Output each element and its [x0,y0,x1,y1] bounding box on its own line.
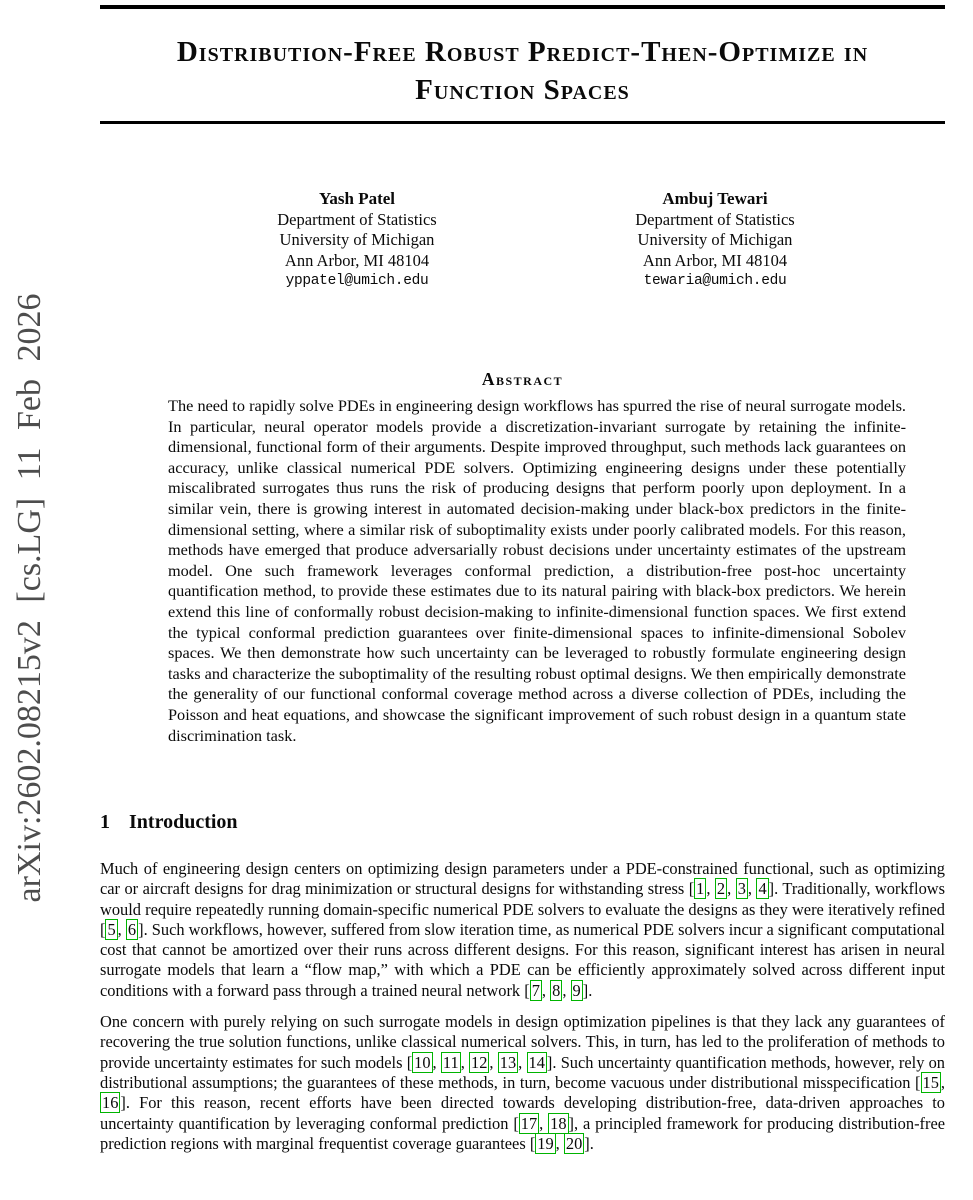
abstract-text: The need to rapidly solve PDEs in engineering design workflows has spurred the rise of neural surrogate models. In particular, neural operator models provide a discretization-invariant surrogate by retaining the infinite-dimensional, functional form of their arguments. Despite improved throughput, such methods lack guarantees on accuracy, unlike classical numerical PDE solvers. Optimizing engineering designs under these potentially miscalibrated surrogates thus runs the risk of producing designs that perform poorly upon deployment. In a similar vein, there is growing interest in automated decision-making under black-box predictors in the finite-dimensional setting, where a similar risk of suboptimality exists under poorly calibrated models. For this reason, methods have emerged that produce adversarially robust decisions under uncertainty estimates of the upstream model. One such framework leverages conformal prediction, a distribution-free post-hoc uncertainty quantification method, to provide these estimates due to its natural pairing with black-box predictors. We herein extend this line of conformally robust decision-making to infinite-dimensional function spaces. We first extend the typical conformal prediction guarantees over finite-dimensional spaces to infinite-dimensional Sobolev spaces. We then demonstrate how such uncertainty can be leveraged to robustly formulate engineering design tasks and characterize the suboptimality of the resulting robust optimal designs. We then empirically demonstrate the generality of our functional conformal coverage method across a diverse collection of PDEs, including the Poisson and heat equations, and showcase the significant improvement of such robust design in a quantum state discrimination task. [168,396,906,745]
citation-link[interactable]: 10 [414,1052,431,1072]
citation-link[interactable]: 1 [696,879,705,899]
author-2-name: Ambuj Tewari [662,189,768,208]
intro-paragraph-1: Much of engineering design centers on optimizing design parameters under a PDE-constrained functional, such as optimizing car or aircraft designs for drag minimization or structural designs for withstanding stress [ 1 , 2 , 3 , 4 ]. Traditionally, workflows would require repeatedly running domain-specific numerical PDE solvers to evaluate the designs as they were iteratively refined [ 5 , 6 ]. Such workflows, however, suffered from slow iteration time, as numerical PDE solvers incur a significant computational cost that cannot be amortized over their runs across different designs. For this reason, significant interest has arisen in neural surrogate models that learn a “flow map,” with which a PDE can be efficiently approximately solved across different input conditions with a forward pass through a trained neural network [ 7 , 8 , 9 ]. [100,859,945,1000]
introduction-body [100,859,945,1154]
citation-link[interactable]: 15 [922,1072,939,1092]
paper-title-line-1: Distribution-Free Robust Predict-Then-Optimize in [176,36,869,68]
author-2-address: Ann Arbor, MI 48104 [642,250,788,270]
section-number: 1 [100,811,110,833]
citation-link[interactable]: 17 [520,1113,538,1133]
citation-link[interactable]: 9 [572,980,581,1000]
intro-paragraph-2: One concern with purely relying on such surrogate models in design optimization pipelines is that they lack any guarantees of recovering the true solution functions, unlike classical numerical solvers. This, in turn, has led to the proliferation of methods to provide uncertainty estimates for such models [ 10 , 11 , 12 , 13 , 14 ]. Such uncertainty quantification methods, however, rely on distributional assumptions; the guarantees of these methods, in turn, become vacuous under distributional misspecification [ 15 , 16 ]. For this reason, recent efforts have been directed towards developing distribution-free, data-driven approaches to uncertainty quantification by leveraging conformal prediction [ 17 , 18 ], a principled framework for producing distribution-free prediction regions with marginal frequentist coverage guarantees [ 19 , 20 ]. [100,1012,946,1153]
citation-link[interactable]: 11 [442,1052,459,1072]
citation-link[interactable]: 20 [565,1133,583,1153]
citation-link[interactable]: 13 [499,1052,517,1072]
citation-link[interactable]: 3 [737,879,746,899]
section-heading-introduction [100,811,238,834]
author-1-university: University of Michigan [279,230,435,249]
citation-link[interactable]: 6 [127,919,137,939]
abstract-heading: Abstract [481,369,564,389]
citation-link[interactable]: 4 [758,879,767,899]
paper-title-line-2: Function Spaces [415,74,630,106]
author-2 [565,189,865,292]
author-1 [207,189,507,292]
top-rule [100,5,945,9]
paper-title [100,33,945,109]
author-1-email: yppatel@umich.edu [285,273,429,289]
arxiv-watermark: arXiv:2602.08215v2 [cs.LG] 11 Feb 2026 [11,293,48,903]
author-2-email: tewaria@umich.edu [643,273,787,289]
citation-link[interactable]: 2 [716,879,726,899]
citation-link[interactable]: 12 [471,1052,488,1072]
author-1-name: Yash Patel [318,189,396,208]
author-2-department: Department of Statistics [635,209,795,229]
title-rule [100,121,945,124]
citation-link[interactable]: 19 [537,1133,554,1153]
author-1-address: Ann Arbor, MI 48104 [284,250,430,270]
citation-link[interactable]: 7 [531,980,540,1000]
citation-link[interactable]: 5 [107,919,116,939]
citation-link[interactable]: 8 [552,980,561,1000]
citation-link[interactable]: 16 [102,1093,119,1113]
section-title: Introduction [129,811,238,833]
author-block [100,189,945,292]
author-2-university: University of Michigan [637,230,793,249]
citation-link[interactable]: 18 [550,1113,567,1133]
author-1-department: Department of Statistics [277,209,437,229]
citation-link[interactable]: 14 [528,1052,545,1072]
